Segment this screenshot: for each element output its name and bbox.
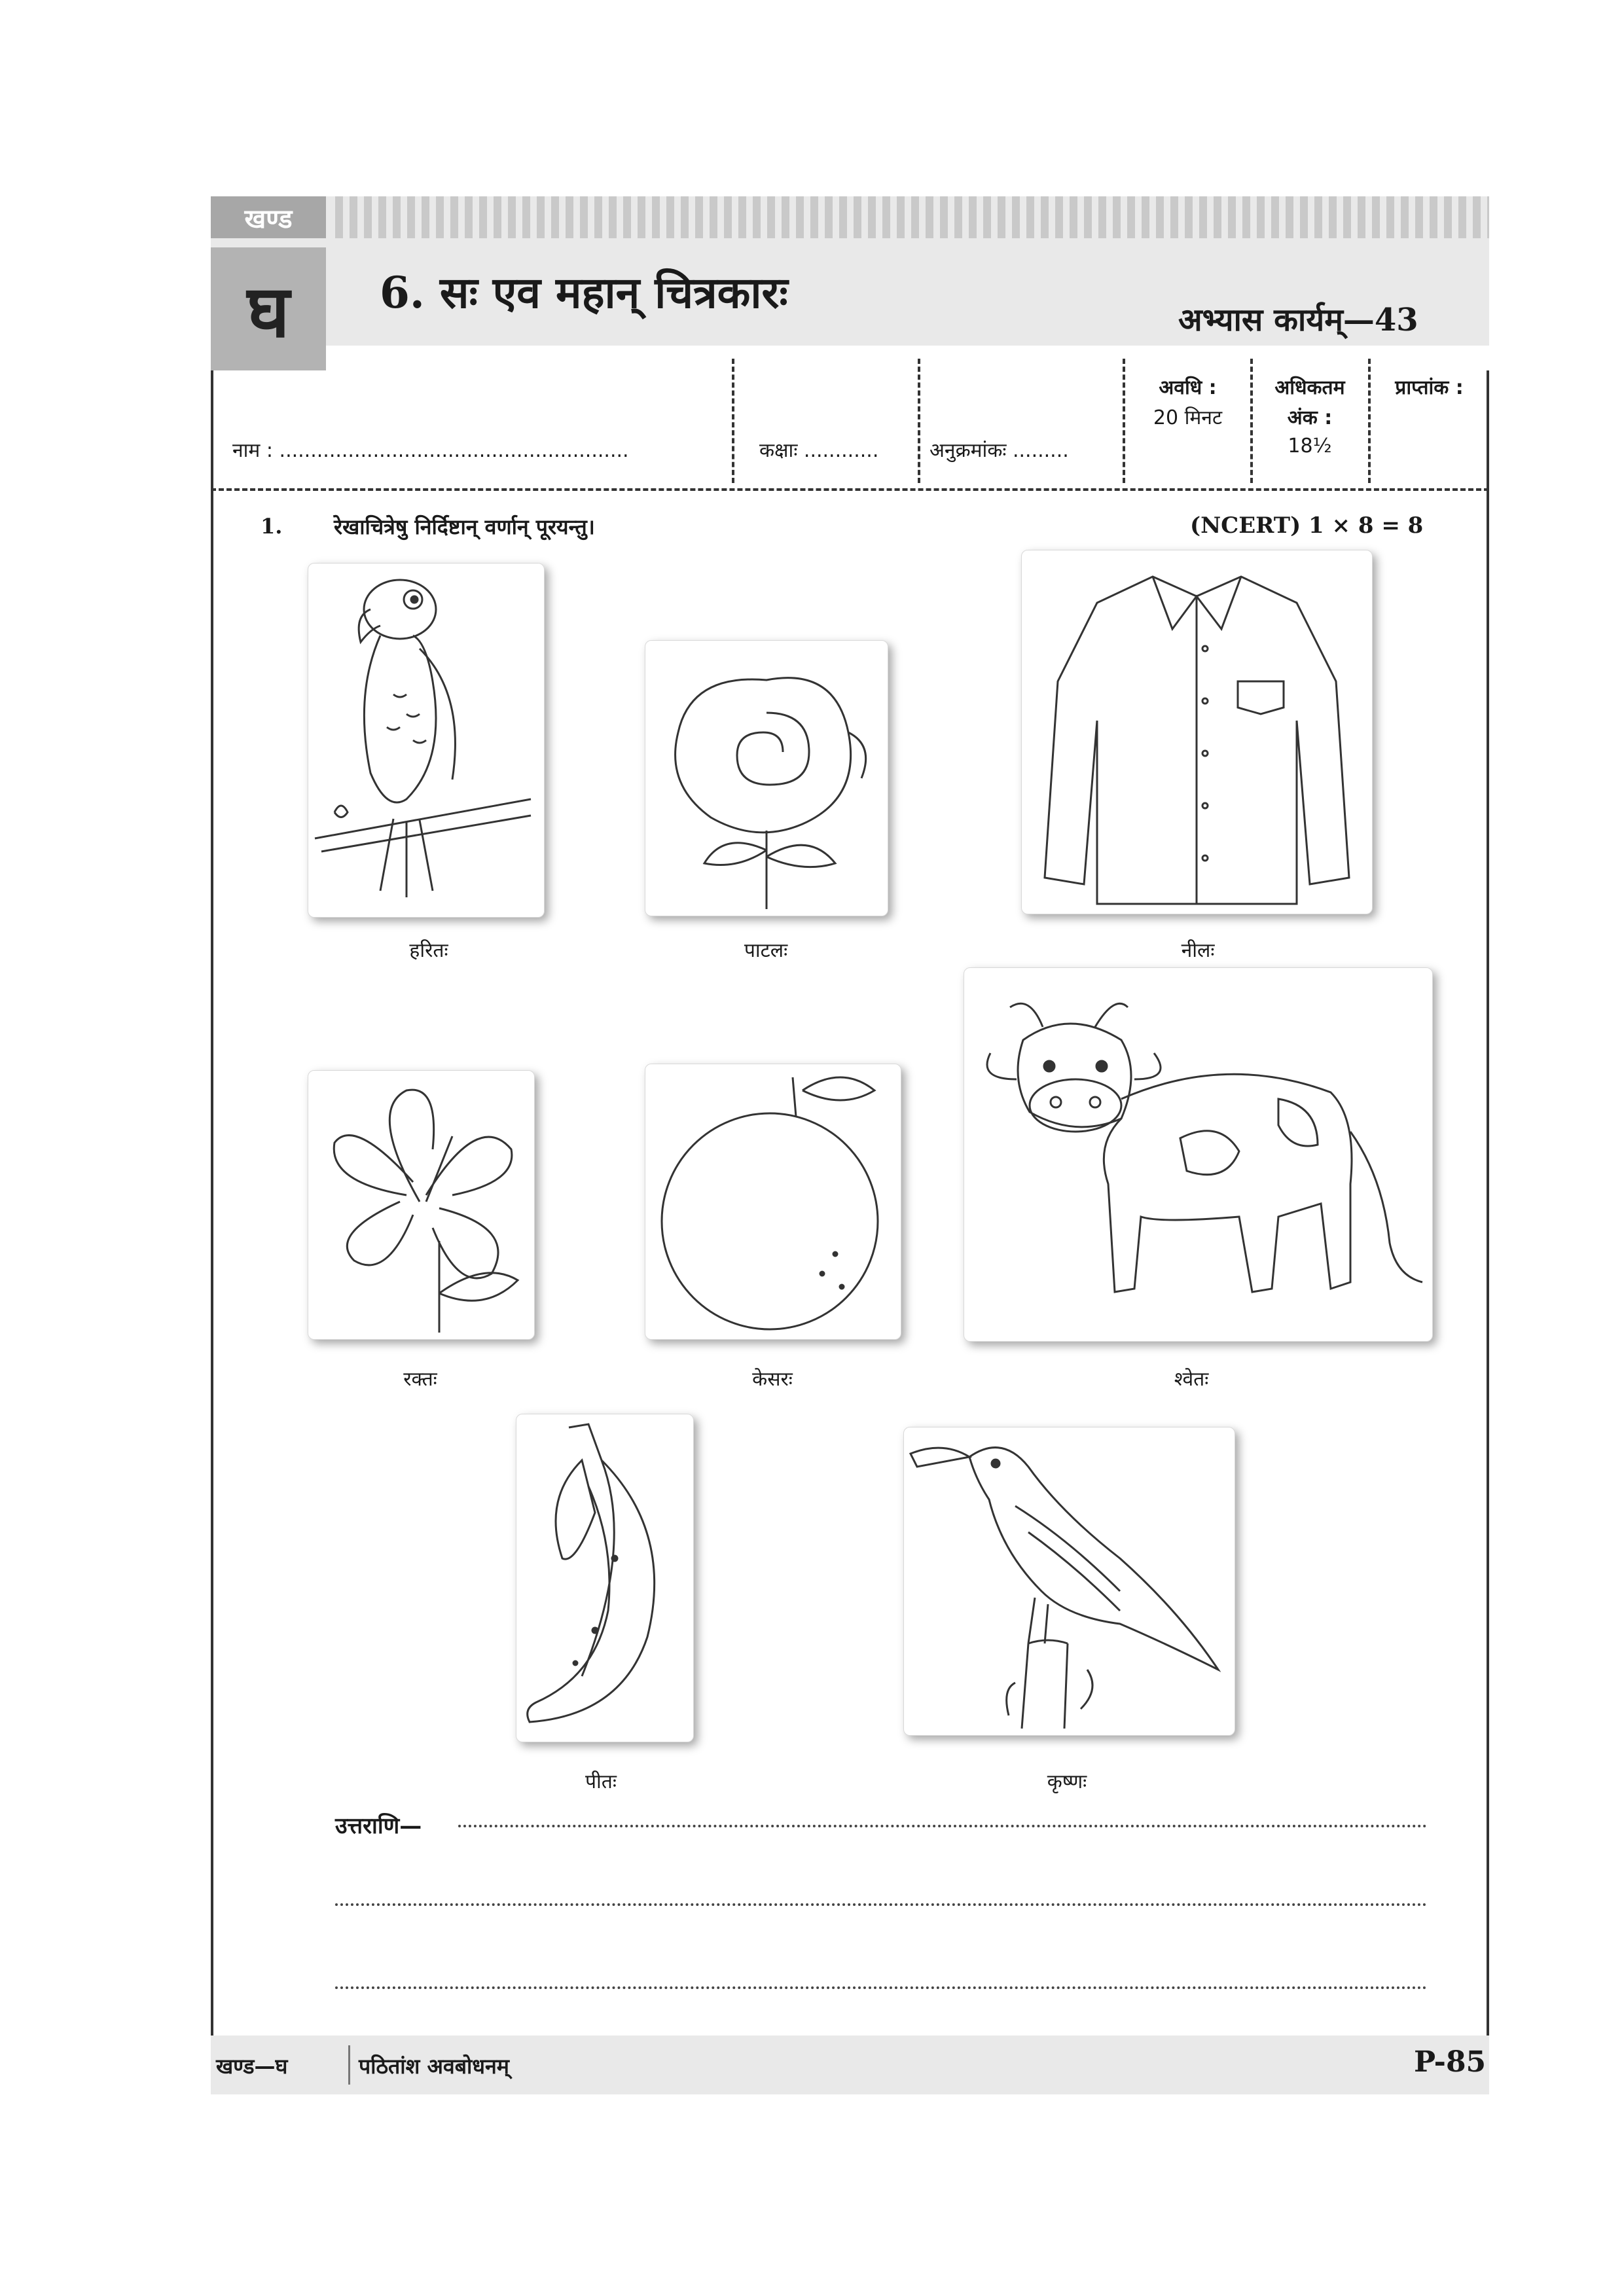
parrot-card bbox=[308, 563, 545, 918]
info-sep-5 bbox=[1368, 359, 1371, 483]
shirt-card bbox=[1021, 550, 1373, 914]
orange-card bbox=[645, 1064, 901, 1340]
crow-caption: कृष्णः bbox=[1047, 1770, 1087, 1793]
roll-number-field[interactable]: अनुक्रमांकः ......... bbox=[929, 439, 1069, 462]
banana-icon bbox=[516, 1414, 693, 1742]
cow-card bbox=[964, 967, 1433, 1342]
hibiscus-icon bbox=[308, 1071, 534, 1339]
cow-caption: श्वेतः bbox=[1174, 1368, 1209, 1391]
max-marks-label: अधिकतम bbox=[1274, 376, 1345, 399]
answer-line-2[interactable] bbox=[335, 1903, 1427, 1906]
chapter-title: 6. सः एव महान् चित्रकारः bbox=[380, 267, 788, 318]
section-letter: घ bbox=[211, 247, 326, 370]
hibiscus-caption: रक्तः bbox=[403, 1368, 437, 1391]
hibiscus-card bbox=[308, 1070, 535, 1340]
left-border bbox=[211, 370, 213, 2036]
info-sep-2 bbox=[918, 359, 920, 483]
exercise-number: अभ्यास कार्यम्—43 bbox=[1178, 302, 1418, 338]
orange-caption: केसरः bbox=[752, 1368, 793, 1391]
banana-card bbox=[516, 1414, 694, 1742]
header-stripes bbox=[335, 196, 1489, 238]
info-sep-3 bbox=[1123, 359, 1125, 483]
right-border bbox=[1487, 370, 1489, 2036]
max-marks-label-2: अंक : bbox=[1287, 406, 1333, 429]
question-text: रेखाचित्रेषु निर्दिष्टान् वर्णान् पूरयन्तु। bbox=[334, 514, 595, 539]
obtained-marks-label: प्राप्तांक : bbox=[1395, 376, 1464, 399]
section-tag: खण्ड bbox=[211, 196, 326, 238]
orange-icon bbox=[645, 1064, 901, 1339]
shirt-caption: नीलः bbox=[1181, 939, 1215, 962]
question-number: 1. bbox=[261, 514, 283, 539]
question-marks: (NCERT) 1 × 8 = 8 bbox=[1190, 512, 1424, 539]
duration-label: अवधि : bbox=[1159, 376, 1217, 399]
class-field[interactable]: कक्षाः ............ bbox=[759, 439, 879, 462]
answers-label: उत्तराणि— bbox=[335, 1813, 422, 1839]
crow-icon bbox=[904, 1427, 1235, 1735]
name-field[interactable]: नाम : ........................................................ bbox=[232, 439, 629, 462]
rose-card bbox=[645, 640, 888, 916]
parrot-caption: हरितः bbox=[409, 939, 448, 962]
info-row-divider bbox=[211, 488, 1489, 491]
banana-caption: पीतः bbox=[585, 1770, 617, 1793]
duration-value: 20 मिनट bbox=[1153, 406, 1223, 429]
shirt-icon bbox=[1022, 550, 1372, 914]
answer-line-3[interactable] bbox=[335, 1986, 1427, 1989]
footer-divider bbox=[348, 2045, 350, 2085]
answer-line-1[interactable] bbox=[458, 1825, 1427, 1827]
page-number: P-85 bbox=[1414, 2045, 1487, 2079]
rose-caption: पाटलः bbox=[744, 939, 788, 962]
footer-topic: पठितांश अवबोधनम् bbox=[359, 2054, 509, 2079]
footer-section: खण्ड—घ bbox=[216, 2054, 288, 2079]
info-sep-4 bbox=[1250, 359, 1253, 483]
info-sep-1 bbox=[732, 359, 734, 483]
parrot-icon bbox=[308, 564, 544, 917]
max-marks-value: 18½ bbox=[1288, 435, 1332, 457]
cow-icon bbox=[964, 968, 1432, 1341]
rose-icon bbox=[645, 641, 888, 916]
crow-card bbox=[903, 1427, 1235, 1736]
